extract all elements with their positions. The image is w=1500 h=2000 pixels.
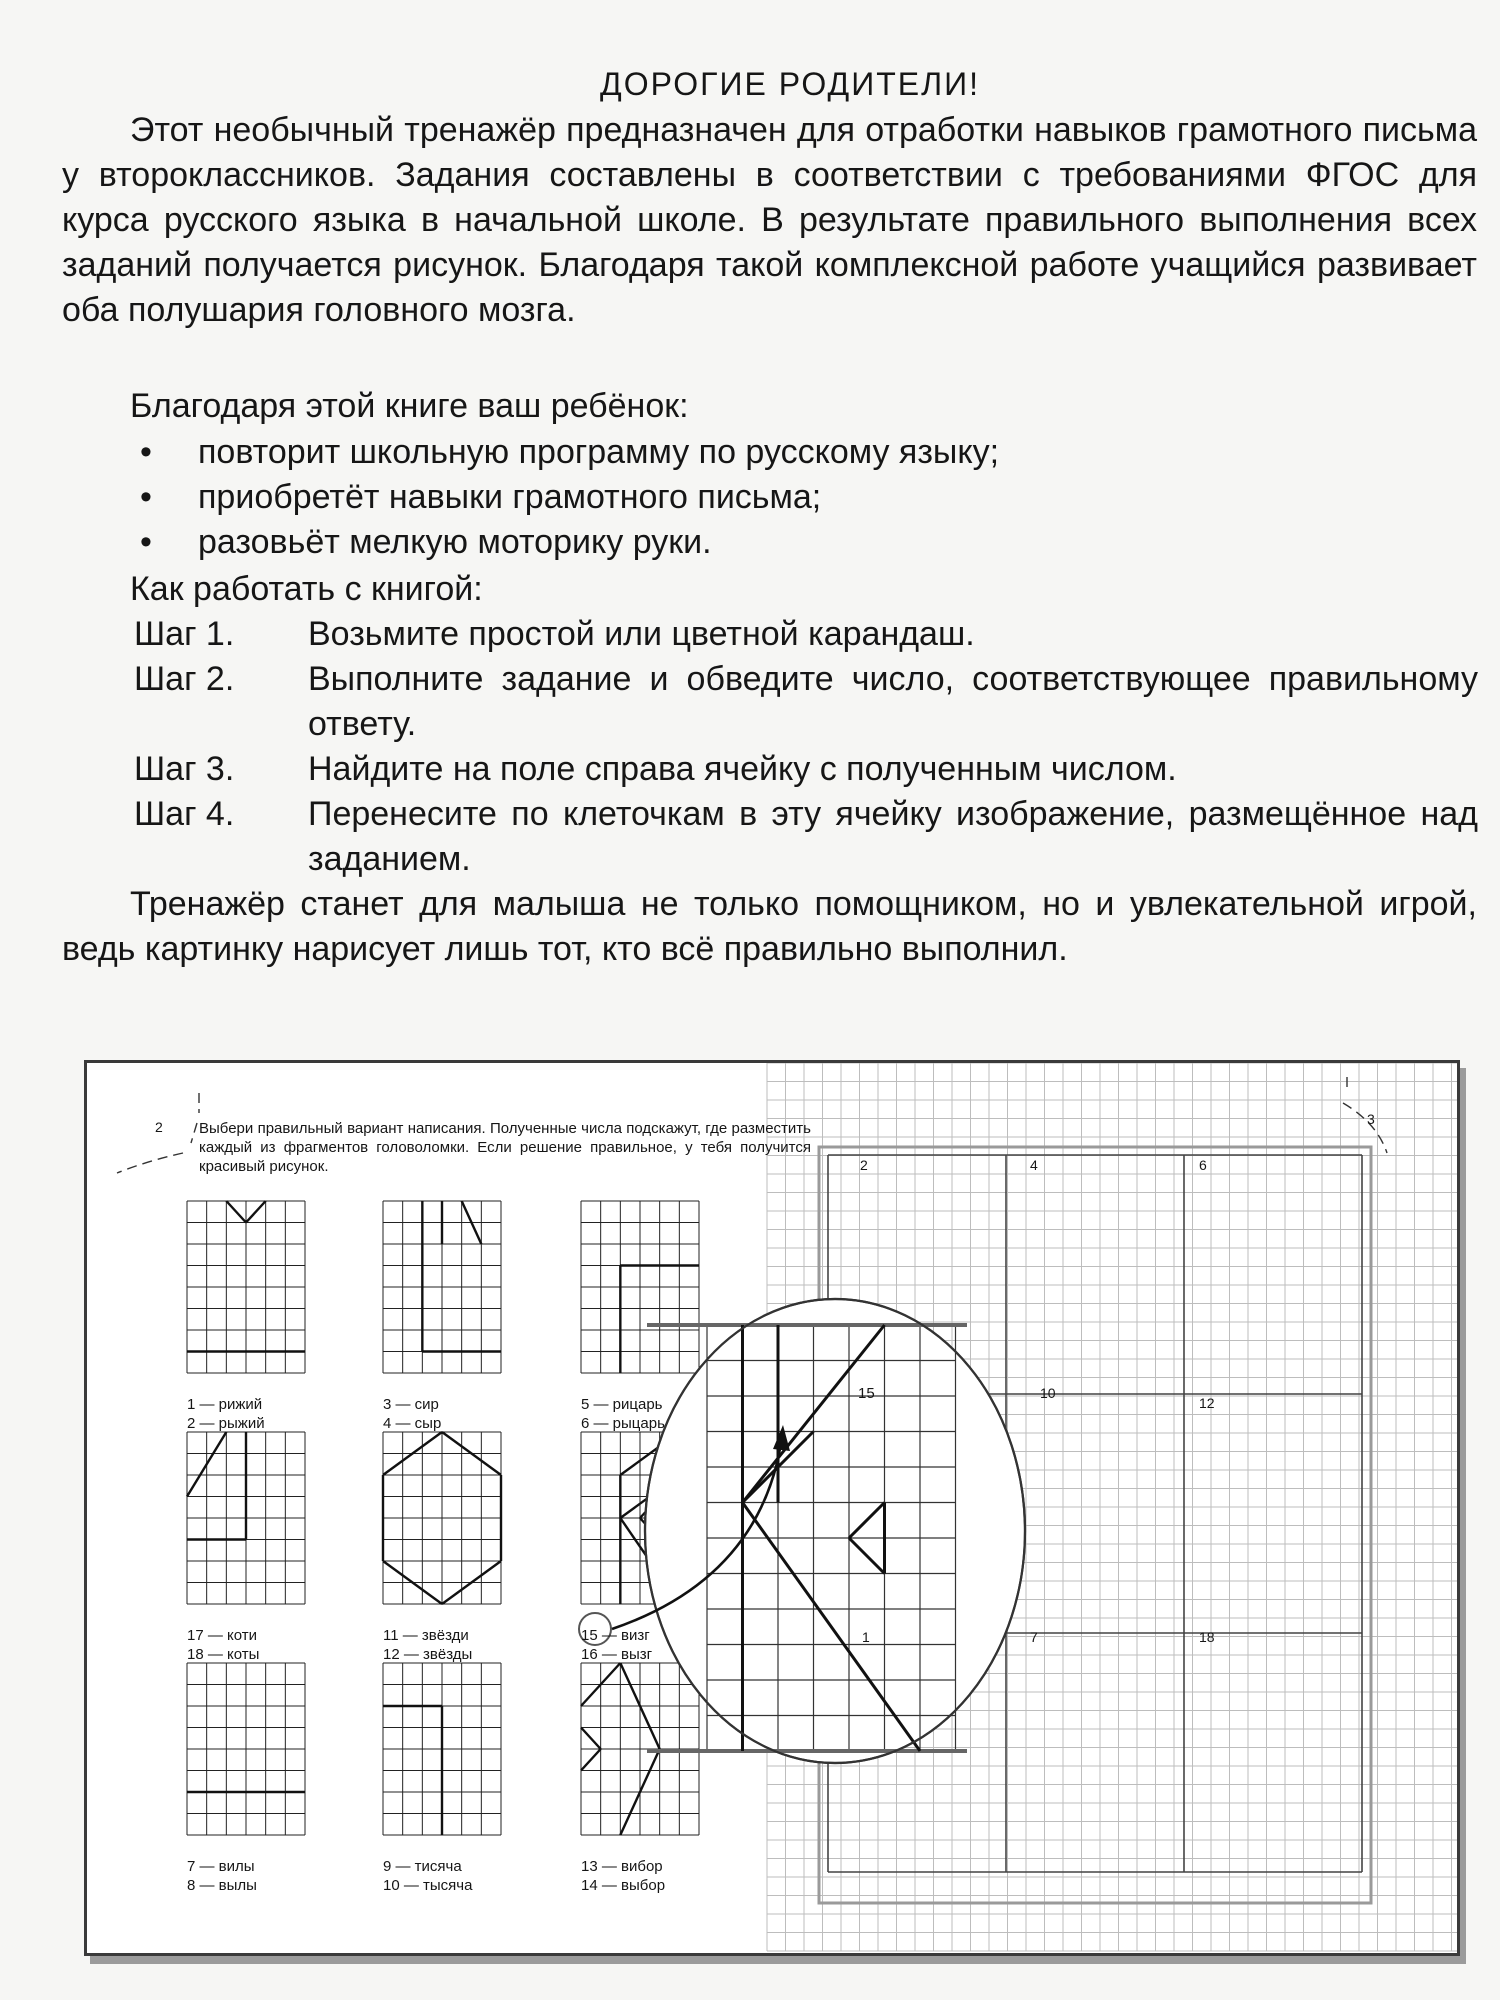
cell-number: 18 (1199, 1629, 1215, 1645)
mini-grid (187, 1201, 305, 1373)
option-label: 11 — звёзди 12 — звёзды (383, 1627, 473, 1663)
fragment-line (226, 1201, 246, 1223)
bullet-icon: • (140, 433, 152, 471)
magnifier-circle (645, 1299, 1025, 1763)
step-label: Шаг 4. (134, 795, 235, 833)
intro-paragraph: Этот необычный тренажёр предназначен для отработки навыков грамотного письма у второклассников. Задания составлены в соответствии с требованиями ФГОС для курса русского языка в начальной школе. В результате правильного выполнения всех заданий получается рисунок. Благодаря такой комплексной работе учащийся развивает оба полушария головного мозга. (62, 111, 1477, 329)
cell-number: 10 (1040, 1385, 1056, 1401)
step-label: Шаг 1. (134, 615, 235, 653)
step-text: Возьмите простой или цветной карандаш. (308, 615, 975, 653)
mini-grid (581, 1201, 699, 1373)
option-label: 9 — тисяча 10 — тысяча (383, 1858, 473, 1894)
benefit-text: разовьёт мелкую моторику руки. (198, 523, 712, 561)
fragment-line (581, 1749, 601, 1771)
benefits-title: Благодаря этой книге ваш ребёнок: (130, 387, 689, 425)
step-label: Шаг 3. (134, 750, 235, 788)
cell-number: 6 (1199, 1157, 1207, 1173)
fragment-line (581, 1728, 601, 1750)
option-label: 5 — рицарь 6 — рыцарь (581, 1396, 665, 1432)
sample-page-number-right: 3 (1367, 1111, 1375, 1127)
option-label: 3 — сир 4 — сыр (383, 1396, 442, 1432)
outro-paragraph: Тренажёр станет для малыша не только помощником, но и увлекательной игрой, ведь картинку нарисует лишь тот, кто всё правильно выполнил. (62, 885, 1477, 968)
option-label: 15 — визг 16 — вызг (581, 1627, 653, 1663)
benefit-text: приобретёт навыки грамотного письма; (198, 478, 822, 516)
sample-instruction: Выбери правильный вариант написания. Полученные числа подскажут, где разместить каждый из фрагментов головоломки. Если решение правильное, у тебя получится красивый рисунок. (199, 1120, 811, 1175)
cell-number: 4 (1030, 1157, 1038, 1173)
option-label: 13 — вибор 14 — выбор (581, 1858, 666, 1894)
step-text: Найдите на поле справа ячейку с полученным числом. (308, 750, 1177, 788)
dashed-mark (1343, 1077, 1387, 1153)
sample-spread-illustration (84, 1060, 1460, 1956)
benefit-text: повторит школьную программу по русскому языку; (198, 433, 1000, 471)
bullet-icon: • (140, 478, 152, 516)
cell-number: 15 (858, 1385, 875, 1402)
mini-grid (383, 1432, 501, 1604)
bullet-icon: • (140, 523, 152, 561)
option-label: 1 — рижий 2 — рыжий (187, 1396, 265, 1432)
fragment-line (246, 1201, 266, 1223)
option-label: 17 — коти 18 — коты (187, 1627, 260, 1663)
cell-number: 12 (1199, 1395, 1215, 1411)
step-text: Выполните задание и обведите число, соответствующее правильному ответу. (308, 660, 1478, 743)
cell-number: 7 (1030, 1629, 1038, 1645)
sample-drawing (87, 1063, 1457, 1953)
step-label: Шаг 2. (134, 660, 235, 698)
option-label: 7 — вилы 8 — вылы (187, 1858, 257, 1894)
mini-grid (187, 1663, 305, 1835)
cell-number: 2 (860, 1157, 868, 1173)
page-title: ДОРОГИЕ РОДИТЕЛИ! (600, 66, 980, 102)
how-title: Как работать с книгой: (130, 570, 483, 608)
cell-number: 1 (862, 1629, 870, 1645)
sample-page-number-left: 2 (155, 1119, 163, 1135)
step-text: Перенесите по клеточкам в эту ячейку изображение, размещённое над заданием. (308, 795, 1478, 878)
